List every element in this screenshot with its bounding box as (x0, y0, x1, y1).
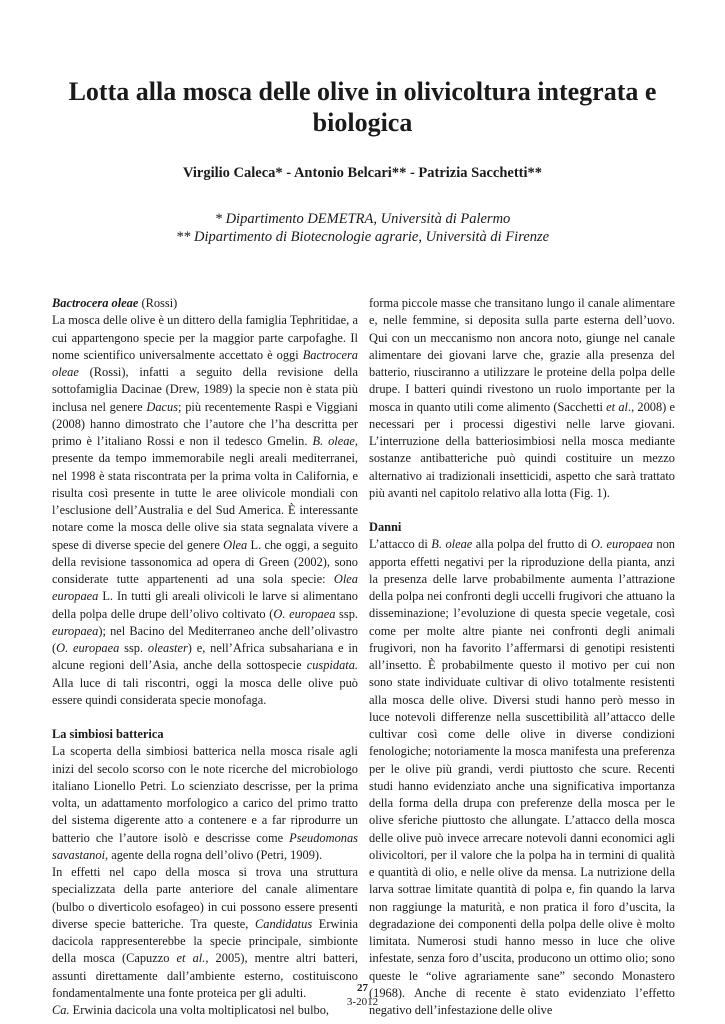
page-title: Lotta alla mosca delle olive in olivicoltura integrata e biologica (68, 77, 657, 137)
paragraph-danni: L’attacco di B. oleae alla polpa del frutto di O. europaea non apporta effetti negativi per la riproduzione della pianta, anzi la presenza delle larve probabilmente aumenta l’attrazione della polpa nei confronti degli uccelli frugivori che attuano la disseminazione; l’evoluzione di questa specie vegetale, così come per molte altre piante nei confronti degli animali frugivori, non ha favorito l’affermarsi di genotipi resistenti all’insetto. È probabilmente questo il motivo per cui non sono state individuate cultivar di olivo totalmente resistenti alla mosca delle olive. Diversi studi hanno però messo in luce notevoli differenze nella suscettibilità all’attacco delle cultivar così come delle olive in diverse condizioni fenologiche; notoriamente la mosca manifesta una preferenza per le olive più grandi, verdi piuttosto che scure. Recenti studi hanno evidenziato anche una significativa importanza della forma della drupa con preferenze della mosca per le olive sferiche piuttosto che allungate. L’attacco della mosca delle olive può invece arrecare notevoli danni economici agli olivicoltori, per il valore che la polpa ha in termini di qualità e quantità di olio, e nelle olive da mensa. La nutrizione della larva sottrae limitate quantità di polpa e, fin quando la larva non raggiunge la maturità, e non pratica il foro d’uscita, la degradazione dei componenti della polpa delle olive è molto limitata. Numerosi studi hanno messo in luce che olive infestate, senza foro d’uscita, producono un ottimo olio; sono queste le “olive agrariamente sane” secondo Monastero (1968). Anche di recente è stato evidenziato l’effetto negativo dell’infestazione delle olive (369, 537, 675, 1017)
section-heading-simbiosi: La simbiosi batterica (52, 727, 164, 741)
paragraph-spacer (369, 502, 675, 519)
paragraph-intro: La mosca delle olive è un dittero della famiglia Tephritidae, a cui appartengono specie per la maggior parte carpofaghe. Il nome scientifico universalmente accettato è oggi Bactrocera oleae (Rossi), infatti a seguito della revisione della sottofamiglia Dacinae (Drew, 1989) la specie non è stata più inclusa nel genere Dacus; più recentemente Raspi e Viggiani (2008) hanno dimostrato che l’autore che l’ha descritta per primo è l’italiano Rossi e non il tedesco Gmelin. B. oleae, presente da tempo immemorabile negli areali mediterranei, nel 1998 è stata riscontrata per la prima volta in California, e risulta così presente in tutte le aree olivicole mondiali con l’esclusione dell’Australia e del Sud America. È interessante notare come la mosca delle olive sia stata segnalata vivere a spese di diverse specie del genere Olea L. che oggi, a seguito della revisione tassonomica ad opera di Green (2002), sono considerate tutte appartenenti ad una sola specie: Olea europaea L. In tutti gli areali olivicoli le larve si alimentano della polpa delle drupe dell’olivo coltivato (O. europaea ssp. europaea); nel Bacino del Mediterraneo anche dell’olivastro (O. europaea ssp. oleaster) e, nell’Africa subsahariana e in alcune regioni dell’Asia, anche della sottospecie cuspidata. Alla luce di tali riscontri, oggi la mosca delle olive può essere quindi considerata specie monofaga. (52, 313, 359, 707)
author-citation: (Rossi) (138, 296, 178, 310)
paragraph-simbiosi-2: In effetti nel capo della mosca si trova una struttura specializzata della parte anteriore del canale alimentare (bulbo o diverticolo esofageo) in cui possono essere presenti diverse specie batteriche. Tra queste, Candidatus Erwinia dacicola rappresenterebbe la specie principale, simbionte della mosca (Capuzzo et al., 2005), mentre altri batteri, assunti direttamente dall’ambiente esterno, costituiscono fondamentalmente una fonte proteica per gli adulti. (52, 865, 358, 1000)
section-heading-bactrocera (52, 295, 358, 312)
affiliation-firenze: ** Dipartimento di Biotecnologie agrarie, Università di Firenze (175, 229, 550, 245)
affiliation-palermo: * Dipartimento DEMETRA, Università di Palermo (214, 211, 511, 227)
paragraph-continued: forma piccole masse che transitano lungo il canale alimentare e, nelle femmine, si deposita sulla parte esterna dell’uovo. Qui con un meccanismo non ancora noto, giunge nel canale alimentare dei giovani larve che, grazie alla presenza del batterio, riusciranno a utilizzare le proteine della polpa delle drupe. I batteri quindi rivestono un ruolo importante per la mosca in quanto utili come alimento (Sacchetti et al., 2008) e necessari per i processi digestivi nelle larve giovani. L’interruzione della batteriosimbiosi nella mosca mediante sostanze antibatteriche può quindi costituire un mezzo alternativo ai tradizionali insetticidi, aspetto che sarà trattato più avanti nel capitolo relativo alla lotta (Fig. 1). (369, 296, 675, 500)
authors: Virgilio Caleca* - Antonio Belcari** - Patrizia Sacchetti** (182, 165, 543, 181)
issue-number: 3-2012 (346, 996, 379, 1008)
affiliations (40, 210, 685, 246)
species-name: Bactrocera oleae (52, 296, 139, 310)
section-heading-danni: Danni (369, 520, 402, 534)
paragraph-simbiosi-1: La scoperta della simbiosi batterica nella mosca risale agli inizi del secolo scorso con le note ricerche del microbiologo italiano Lionello Petri. Lo scienziato descrisse, per la prima volta, un adattamento morfologico a carico del primo tratto del sistema digerente atto a contenere e a far riprodurre un batterio che l’autore isolò e descrisse come Pseudomonas savastanoi, agente della rogna dell’olivo (Petri, 1909). (52, 744, 358, 862)
page-number: 27 (357, 982, 368, 994)
right-column (369, 295, 675, 1019)
paragraph-simbiosi-3: Ca. Erwinia dacicola una volta moltiplicatosi nel bulbo, (52, 1003, 330, 1017)
left-column (52, 295, 358, 1019)
paragraph-spacer (52, 709, 358, 726)
